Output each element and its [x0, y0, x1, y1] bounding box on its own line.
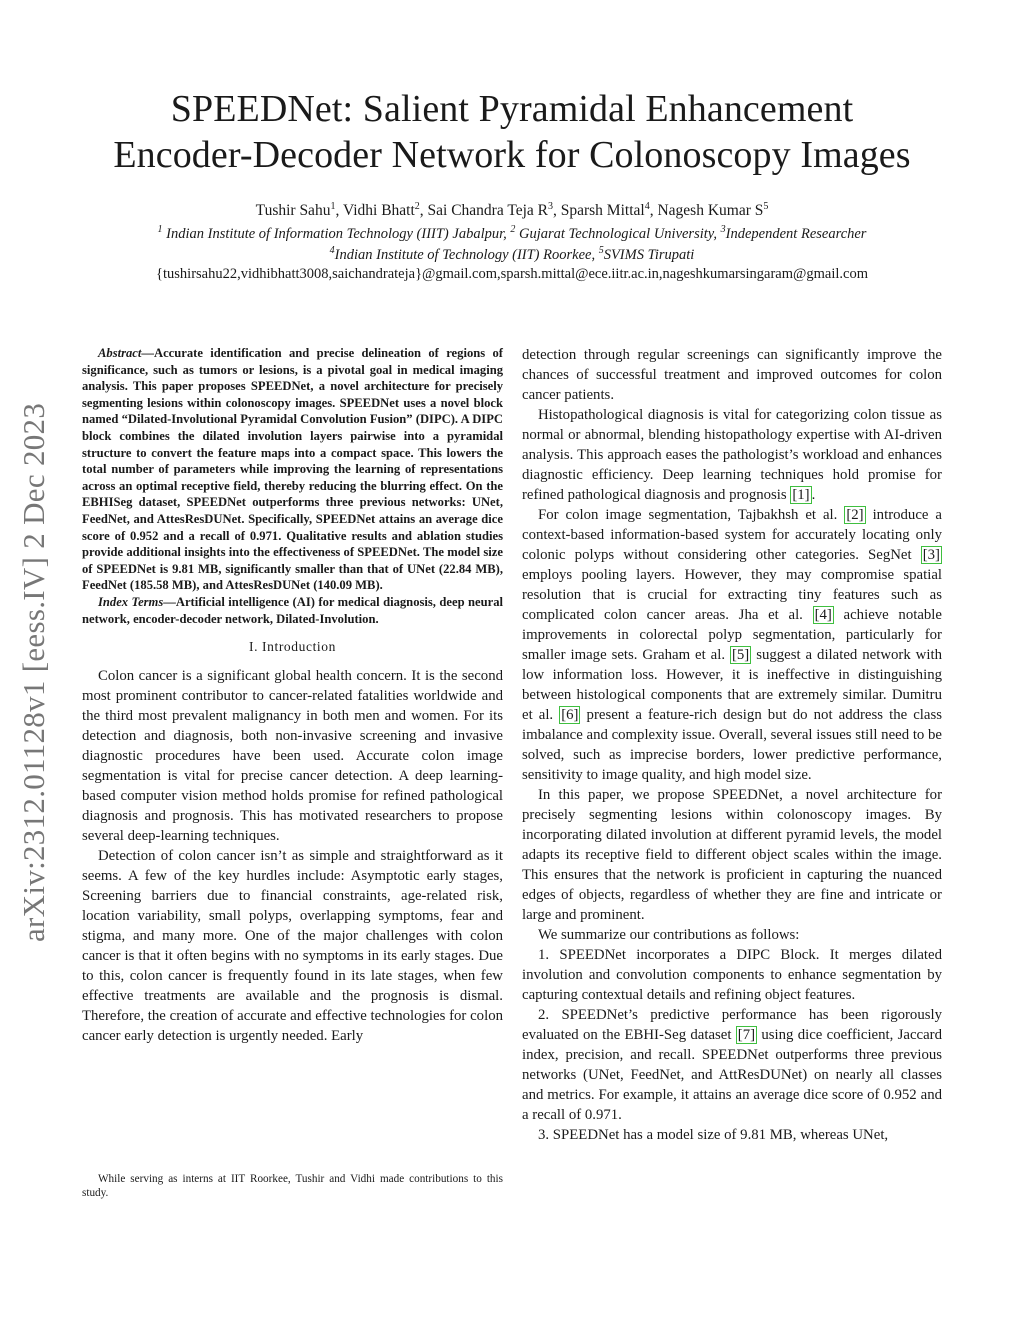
intro-paragraph-1: Colon cancer is a significant global health concern. It is the second most prominent contributor to cancer-related fatalities worldwide and the third most prevalent malignancy in both men and women. For its detection and diagnosis, both non-invasive screening and invasive diagnostic procedures have been used. Accurate colon image segmentation is vital for precise cancer detection. A deep learning-based computer vision method holds promise for refined pathological diagnosis and prognosis. This has motivated researchers to propose several deep-learning techniques. — [82, 668, 503, 845]
affiliation-text: Indian Institute of Technology (IIT) Roorkee, — [334, 247, 599, 263]
abstract — [82, 345, 503, 594]
paragraph-text: For colon image segmentation, Tajbakhsh et al. — [538, 507, 845, 523]
title-line-2: Encoder-Decoder Network for Colonoscopy Images — [113, 134, 911, 176]
affiliation-line-1 — [40, 224, 984, 245]
author-sup: 1 — [330, 200, 336, 212]
paragraph-text: employs pooling layers. However, they may compromise spatial resolution that is crucial for extracting tiny features such as complicated colon cancer areas. Jha et al. — [522, 567, 942, 623]
author-sup: 3 — [547, 200, 553, 212]
section-heading-introduction: I. Introduction — [249, 639, 336, 655]
intro-paragraph-continued: detection through regular screenings can significantly improve the chances of successful treatment and improved outcomes for colon cancer patients. — [522, 347, 942, 403]
affiliations — [40, 224, 984, 266]
affiliation-sup: 4 — [329, 245, 335, 257]
citation-link[interactable]: [5] — [731, 647, 750, 663]
contribution-1: 1. SPEEDNet incorporates a DIPC Block. It merges dilated involution and convolution components to enhance segmentation by capturing contextual details and refining object features. — [522, 947, 942, 1003]
left-column — [82, 345, 503, 1046]
paragraph-text: using dice coefficient, Jaccard index, precision, and recall. SPEEDNet outperforms three previous networks (UNet, FeedNet, and AttResDUNet) on nearly all classes and metrics. For example, it attains an average dice score of 0.952 and a recall of 0.971. — [522, 1027, 942, 1123]
affiliation-line-2 — [40, 245, 984, 266]
paragraph-text: achieve notable improvements in colorectal polyp segmentation, particularly for smaller image sets. Graham et al. — [522, 607, 942, 663]
author-sup: 5 — [763, 200, 769, 212]
affiliation-text: Independent Researcher — [725, 226, 867, 242]
author-sup: 4 — [644, 200, 650, 212]
affiliation-sup: 3 — [720, 224, 726, 236]
index-terms — [82, 594, 503, 627]
author-name: Vidhi Bhatt — [342, 202, 415, 219]
paragraph-text: 2. SPEEDNet’s predictive performance has been rigorously evaluated on the EBHI-Seg dataset — [522, 1007, 942, 1043]
paragraph-text: Histopathological diagnosis is vital for categorizing colon tissue as normal or abnormal, blending histopathology expertise with AI-driven analysis. This approach eases the pathologist’s workload and enhances diagnostic efficiency. Deep learning techniques hold promise for refined pathological diagnosis and prognosis — [522, 407, 942, 503]
paragraph-text: introduce a context-based information-based system for accurately locating only colonic polyps without considering other categories. SegNet — [522, 507, 942, 563]
footnote: While serving as interns at IIT Roorkee, Tushir and Vidhi made contributions to this study. — [82, 1173, 503, 1199]
citation-link[interactable]: [1] — [792, 487, 810, 503]
affiliation-text: Indian Institute of Information Technology (IIIT) Jabalpur, — [162, 226, 511, 242]
author-name: Tushir Sahu — [255, 202, 331, 219]
arxiv-identifier: arXiv:2312.01128v1 [eess.IV] 2 Dec 2023 — [16, 402, 51, 942]
author-name: Sai Chandra Teja R — [427, 202, 548, 219]
affiliation-text: SVIMS Tirupati — [603, 247, 695, 263]
author-list: Tushir Sahu$^1$, Vidhi Bhatt$^2$, Sai Chandra Teja $R^3$, Sparsh Mittal$^4$, Nagesh Kumar $S^5$ — [255, 200, 769, 219]
author-name: Sparsh Mittal — [560, 202, 645, 219]
citation-link[interactable]: [7] — [737, 1027, 756, 1043]
contribution-3: 3. SPEEDNet has a model size of 9.81 MB, whereas UNet, — [538, 1127, 889, 1143]
summary-paragraph: We summarize our contributions as follows: — [538, 927, 800, 943]
index-terms-label: Index Terms — [98, 594, 164, 609]
histopathology-paragraph: Histopathological diagnosis is vital for categorizing colon tissue as normal or abnormal, blending histopathology expertise with AI-driven analysis. This approach eases the pathologist’s workload and enhances diagnostic efficiency. Deep learning techniques hold promise for refined pathological diagnosis and prognosis [1] . — [522, 407, 942, 503]
citation-link[interactable]: [3] — [922, 547, 940, 563]
affiliation-text: Gujarat Technological University, — [515, 226, 721, 242]
right-column — [522, 345, 942, 1145]
citation-link[interactable]: [6] — [561, 707, 579, 723]
citation-link[interactable]: [2] — [846, 507, 864, 523]
intro-paragraph-2: Detection of colon cancer isn’t as simple and straightforward as it seems. A few of the key hurdles include: Asymptotic early stages, Screening barriers due to financial constraints, age-related risk, location variability, small polyps, overlapping symptoms, fear and stigma, and many more. One of the major challenges with colon cancer is that it often begins with no symptoms in its early stages. Due to this, colon cancer is frequently found in its late stages, when few effective treatments are available and the prognosis is dismal. Therefore, the creation of accurate and effective technologies for colon cancer early detection is urgently needed. Early — [82, 848, 503, 1045]
index-terms-text: —Artificial intelligence (AI) for medical diagnosis, deep neural network, encoder-decoder network, Dilated-Involution. — [82, 594, 503, 626]
paragraph-text: present a feature-rich design but do not address the class imbalance and complexity issue. Overall, several issues still need to be solved, such as imprecise borders, lower predictive performance, sensitivity to image quality, and high model size. — [522, 707, 942, 783]
affiliation-sup: 5 — [598, 245, 604, 257]
contribution-2 — [522, 1005, 942, 1125]
title-line-1: SPEEDNet: Salient Pyramidal Enhancement — [170, 88, 854, 130]
author-emails: {tushirsahu22,vidhibhatt3008,saichandrateja}@gmail.com,sparsh.mittal@ece.iitr.ac.in,nageshkumarsingaram@gmail.com — [156, 266, 868, 282]
abstract-label: Abstract — [98, 346, 142, 360]
author-name: Nagesh Kumar S — [657, 202, 764, 219]
segmentation-paragraph — [522, 505, 942, 785]
author-sup: 2 — [414, 200, 420, 212]
affiliation-sup: 2 — [510, 224, 516, 236]
proposal-paragraph: In this paper, we propose SPEEDNet, a novel architecture for precisely segmenting lesions within colonoscopy images. By incorporating dilated involution at different pyramid levels, the model adapts its receptive field to different object scales within the image. This ensures that the network is proficient in capturing the nuanced edges of objects, regardless of whether they are fine and intricate or large and prominent. — [522, 787, 942, 923]
paper-title — [40, 86, 984, 178]
citation-link[interactable]: [4] — [814, 607, 832, 623]
abstract-text: —Accurate identification and precise delineation of regions of significance, such as tumors or lesions, is a pivotal goal in medical imaging analysis. This paper proposes SPEEDNet, a novel architecture for precisely segmenting lesions within colonoscopy images. SPEEDNet uses a novel block named “Dilated-Involutional Pyramidal Convolution Fusion” (DIPC). A DIPC block combines the dilated involution layers pairwise into a pyramidal structure to convert the feature maps into a compact space. This lowers the total number of parameters while improving the learning of representations across an optimal receptive field, thereby reducing the blurring effect. On the EBHISeg dataset, SPEEDNet outperforms three previous networks: UNet, FeedNet, and AttesResDUNet. Specifically, SPEEDNet attains an average dice score of 0.952 and a recall of 0.971. Qualitative results and ablation studies provide additional insights into the effectiveness of SPEEDNet. The model size of SPEEDNet is 9.81 MB, significantly smaller than that of UNet (22.84 MB), FeedNet (185.58 MB), and AttesResDUNet (140.09 MB). — [82, 346, 503, 593]
paragraph-text: suggest a dilated network with low information loss. However, it is ineffective in distinguishing between histological components that are extremely similar. Dumitru et al. — [522, 647, 942, 723]
affiliation-sup: 1 — [157, 224, 163, 236]
